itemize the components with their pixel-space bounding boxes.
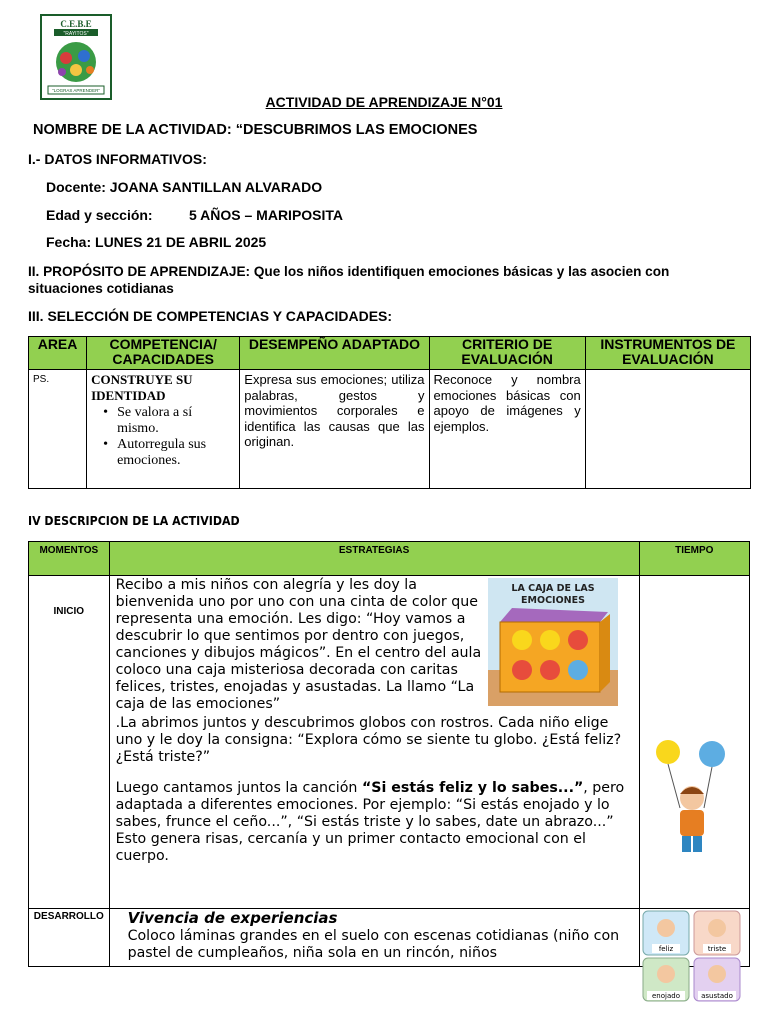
capacidad-item: • Se valora a sí mismo. bbox=[103, 405, 235, 437]
school-logo bbox=[40, 14, 112, 100]
p3-post: , pero adaptada a diferentes emociones. Por ejemplo: “Si estás enojado y lo sabes, frunce el ceño...”, “Si estás triste y lo sabes, date un abrazo...” Esto genera risas, cercanía y un primer contacto emocional con el cuerpo. bbox=[115, 780, 625, 864]
card-asustado: asustado bbox=[701, 992, 733, 1000]
logo-top-text: C.E.B.E bbox=[60, 19, 92, 29]
logo-banner-text: "RAYITOS" bbox=[63, 31, 89, 37]
momento-desarrollo: DESARROLLO bbox=[29, 909, 110, 967]
section-3-title: III. SELECCIÓN DE COMPETENCIAS Y CAPACIDADES: bbox=[28, 308, 393, 324]
tiempo-inicio bbox=[639, 576, 749, 909]
cell-criterio: Reconoce y nombra emociones básicas con apoyo de imágenes y ejemplos. bbox=[429, 370, 585, 489]
box-title-line1: LA CAJA DE LAS bbox=[511, 583, 595, 594]
activity-number: ACTIVIDAD DE APRENDIZAJE N°01 bbox=[265, 94, 503, 110]
header-desempeno: DESEMPEÑO ADAPTADO bbox=[240, 337, 429, 370]
desarrollo-strategies bbox=[109, 909, 639, 967]
header-momentos: MOMENTOS bbox=[29, 542, 110, 576]
header-tiempo: TIEMPO bbox=[639, 542, 749, 576]
header-competencia: COMPETENCIA/ CAPACIDADES bbox=[87, 337, 240, 370]
fecha: Fecha: LUNES 21 DE ABRIL 2025 bbox=[46, 234, 267, 250]
song-title: “Si estás feliz y lo sabes...” bbox=[361, 780, 584, 796]
header-estrategias: ESTRATEGIAS bbox=[109, 542, 639, 576]
inicio-strategies bbox=[109, 576, 639, 909]
activity-table bbox=[28, 541, 750, 967]
cell-instrumentos bbox=[585, 370, 750, 489]
cell-area: PS. bbox=[29, 370, 87, 489]
box-title-line2: EMOCIONES bbox=[520, 595, 585, 606]
momento-inicio: INICIO bbox=[29, 576, 110, 909]
header-criterio: CRITERIO DE EVALUACIÓN bbox=[429, 337, 585, 370]
desarrollo-title: Vivencia de experiencias bbox=[127, 909, 338, 927]
section-4-title: IV DESCRIPCION DE LA ACTIVIDAD bbox=[28, 513, 240, 528]
header-instrumentos: INSTRUMENTOS DE EVALUACIÓN bbox=[585, 337, 750, 370]
logo-bottom-text: "LOGRAS APRENDER" bbox=[52, 88, 100, 93]
competencia-title: CONSTRUYE SU IDENTIDAD bbox=[91, 372, 193, 403]
activity-name: NOMBRE DE LA ACTIVIDAD: “DESCUBRIMOS LAS EMOCIONES bbox=[33, 122, 478, 138]
cell-competencia bbox=[87, 370, 240, 489]
capacidades-list bbox=[91, 405, 235, 469]
capacidad-item: • Autorregula sus emociones. bbox=[103, 437, 235, 469]
card-triste: triste bbox=[707, 945, 727, 953]
docente: Docente: JOANA SANTILLAN ALVARADO bbox=[46, 179, 323, 195]
section-2-proposito: II. PROPÓSITO DE APRENDIZAJE: Que los niños identifiquen emociones básicas y las asocien con situaciones cotidianas bbox=[28, 264, 670, 296]
emotion-box-illustration bbox=[488, 578, 618, 706]
competencias-table bbox=[28, 336, 751, 489]
desarrollo-text: Coloco láminas grandes en el suelo con escenas cotidianas (niño con pastel de cumpleaños, niña sola en un rincón, niños bbox=[127, 928, 620, 961]
section-1-title: I.- DATOS INFORMATIVOS: bbox=[28, 151, 207, 167]
emotion-cards bbox=[642, 910, 742, 1002]
edad-value: 5 AÑOS – MARIPOSITA bbox=[189, 207, 344, 223]
child-balloons-illustration bbox=[652, 738, 732, 858]
inicio-paragraph-2: .La abrimos juntos y descubrimos globos con rostros. Cada niño elige uno y le doy la consigna: “Explora cómo se siente tu globo. ¿Está feliz? ¿Está triste?” bbox=[115, 715, 622, 765]
card-enojado: enojado bbox=[652, 992, 680, 1000]
header-area: AREA bbox=[29, 337, 87, 370]
cell-desempeno: Expresa sus emociones; utiliza palabras, gestos y movimientos corporales e identifica las causas que las originan. bbox=[240, 370, 429, 489]
inicio-paragraph-3 bbox=[116, 780, 631, 865]
edad-label: Edad y sección: bbox=[46, 207, 153, 223]
inicio-paragraph-1: Recibo a mis niños con alegría y les doy la bienvenida uno por uno con una cinta de color que representa una emoción. Les digo: “Hoy vamos a descubrir lo que sentimos por dentro con juegos, canciones y dibujos mágicos”. En el centro del aula coloco una caja misteriosa decorada con caritas felices, tristes, enojadas y asustadas. La llamo “La caja de las emociones” bbox=[115, 577, 482, 712]
card-feliz: feliz bbox=[658, 945, 674, 953]
p3-pre: Luego cantamos juntos la canción bbox=[115, 780, 362, 796]
